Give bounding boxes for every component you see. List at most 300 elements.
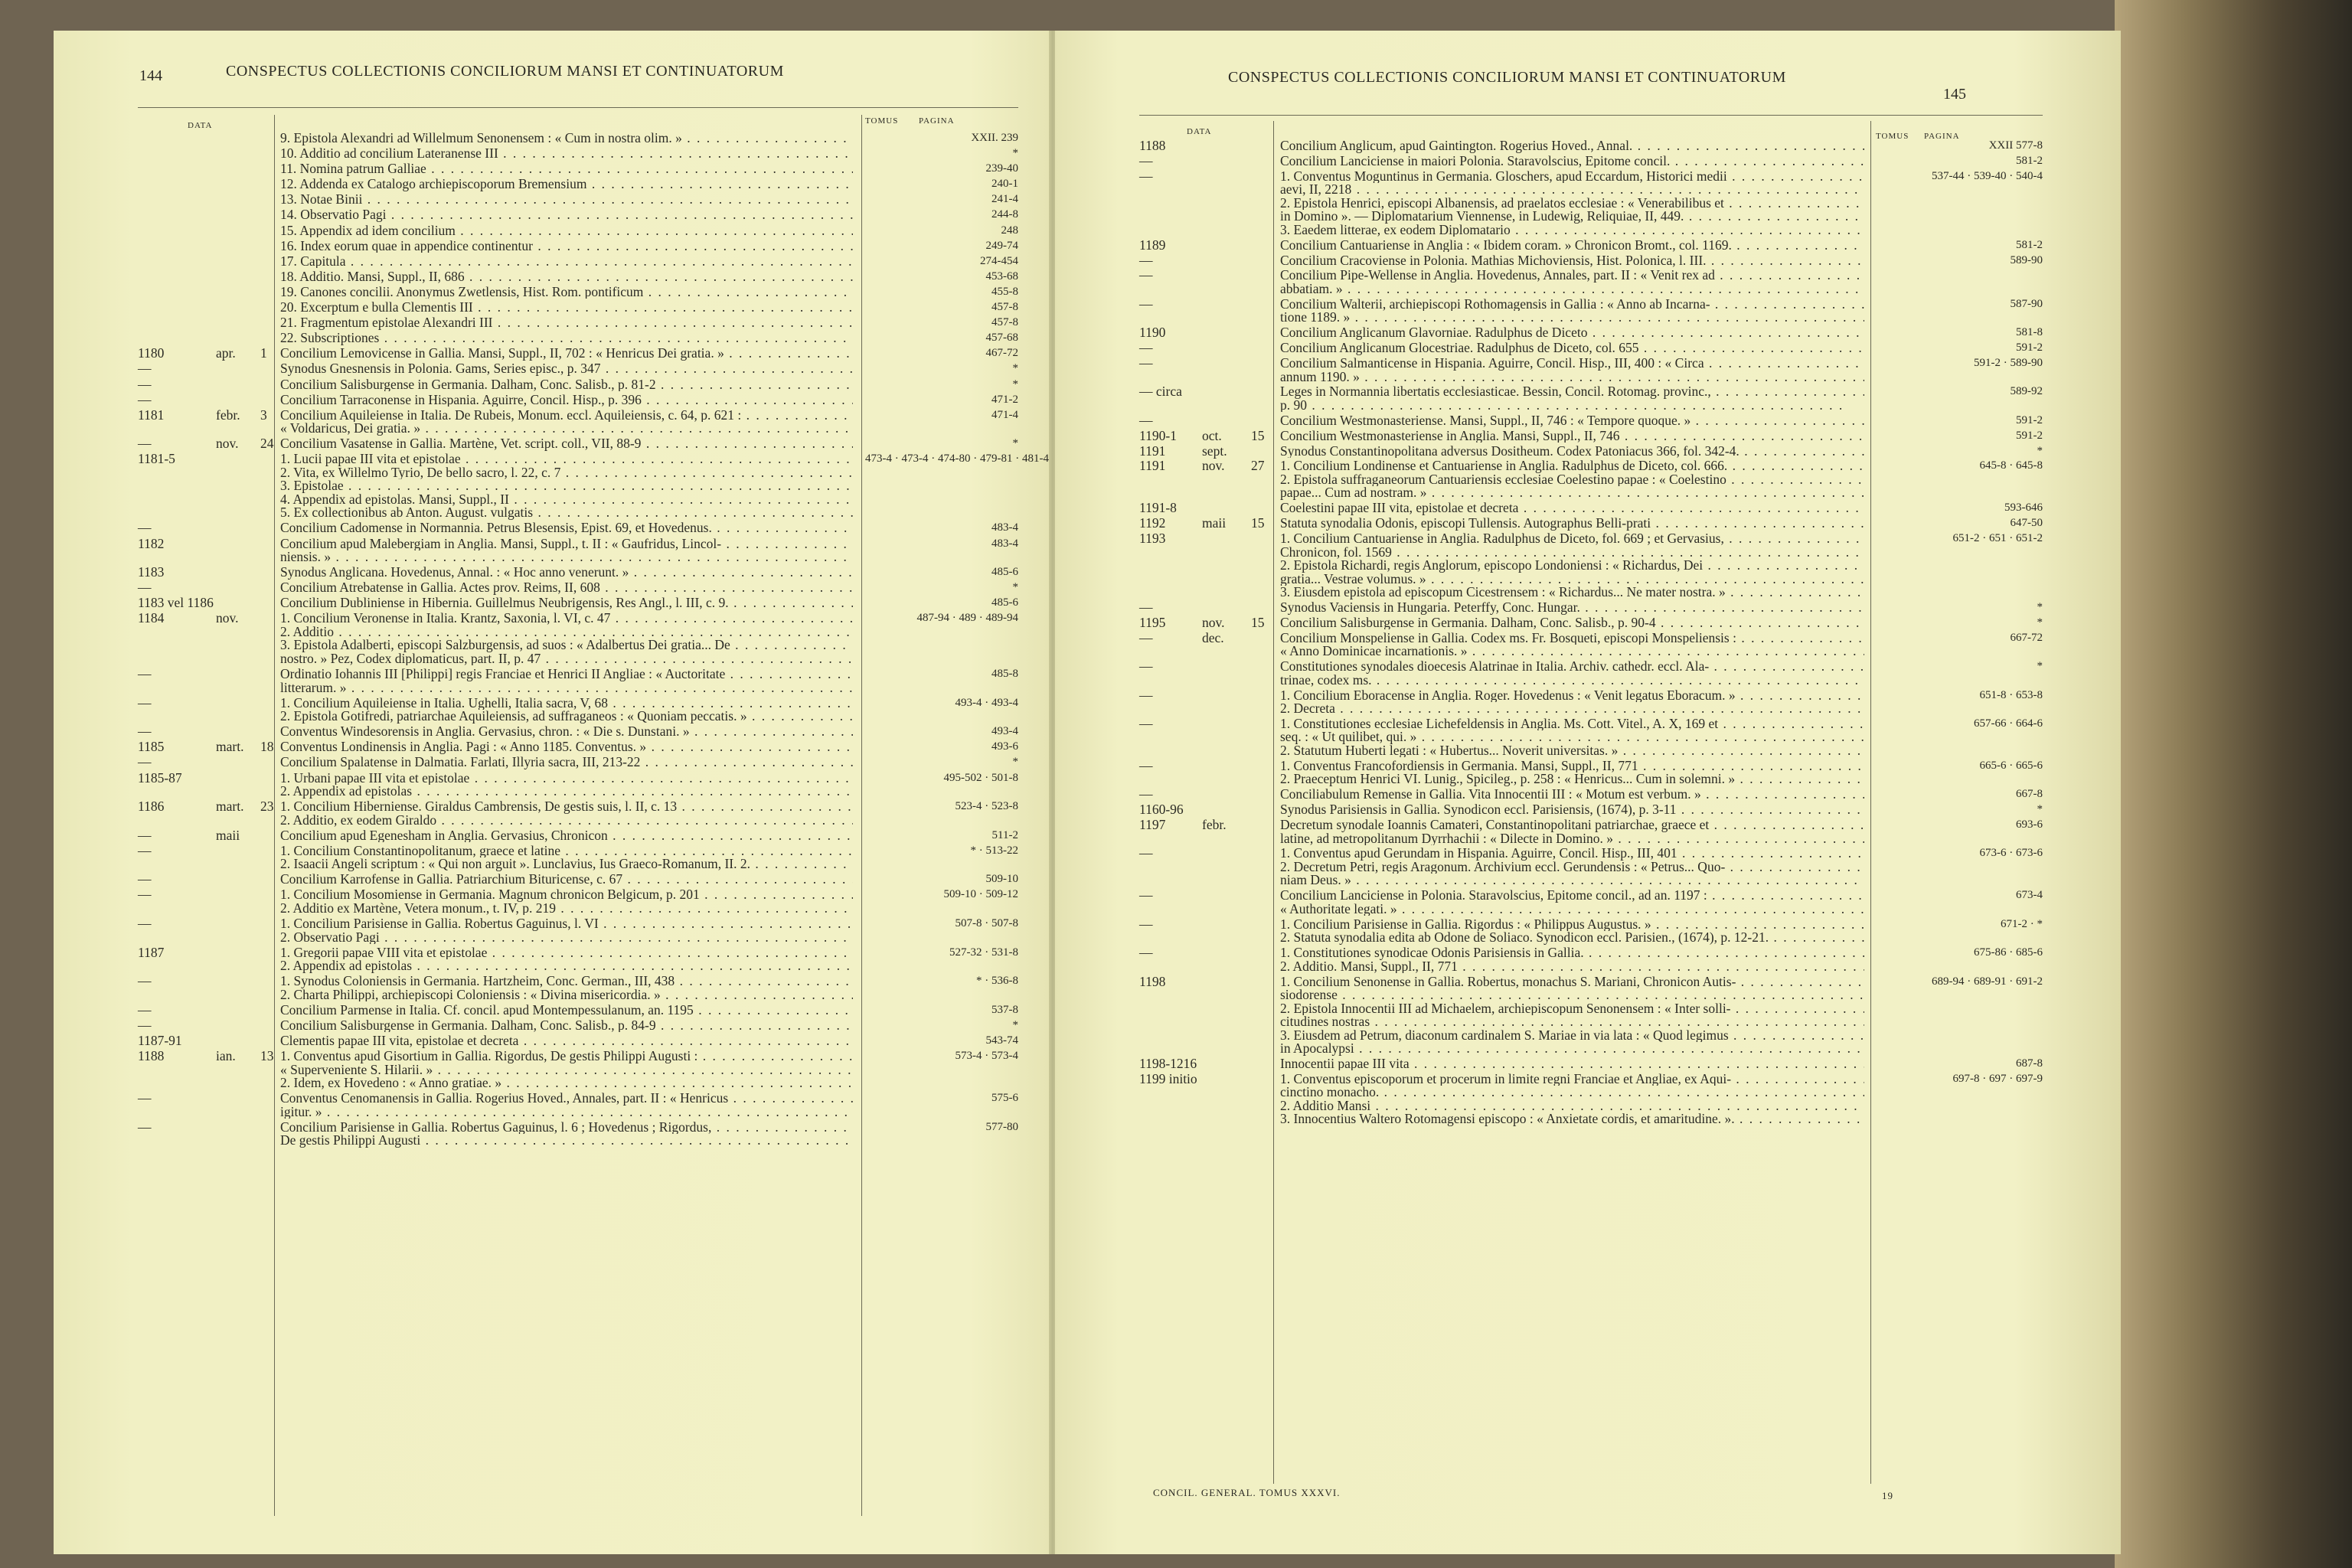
entry-day: 3 [260,407,267,423]
entry-line: 2. Appendix ad epistolas . . . [280,959,853,973]
entry-row [1139,847,2043,889]
entry-reference: 455-8 [991,285,1018,298]
entry-reference: * [1012,362,1018,375]
entry-month: sept. [1202,443,1227,459]
entry-line: tione 1189. » . . . [1280,311,1864,325]
entry-line: Concilium Anglicum, apud Gaintington. Rogerius Hoved., Annal. . . . [1280,139,1864,153]
entry-month: nov. [216,610,239,626]
entry-reference: 581-2 [2016,238,2043,251]
entry-line: 3. Epistola Adalberti, episcopi Salzburgensis, ad suos : « Adalbertus Dei gratia... De . . . [280,639,853,652]
entry-row [138,316,1018,332]
entry-date: — [1139,168,1153,184]
entry-line: 9. Epistola Alexandri ad Willelmum Senonensem : « Cum in nostra olim. » . . . [280,132,853,145]
left-page [54,31,1049,1554]
entry-text [280,332,853,345]
entry-text [280,240,853,253]
entry-line: 3. Eiusdem ad Petrum, diaconum cardinalem S. Mariae in via lata : « Quod legimus . . . [1280,1029,1864,1043]
entry-line: siodorense . . . [1280,988,1864,1002]
entry-date: 1185-87 [138,769,182,786]
entry-text [280,224,853,238]
entry-row [1139,889,2043,917]
entry-date: 1199 initio [1139,1070,1197,1086]
entry-reference: XXII. 239 [971,132,1018,144]
entry-reference: 591-2 [2016,429,2043,442]
entry-row [138,378,1018,394]
entry-line: Conciliabulum Remense in Gallia. Vita Innocentii III : « Motum est verbum. » . . . [1280,788,1864,802]
entry-line: 22. Subscriptiones . . . [280,332,853,345]
entry-reference: 645-8 · 645-8 [1979,459,2043,472]
entry-date: 1184 [138,610,165,626]
entry-line: 1. Constitutiones synodicae Odonis Parisiensis in Gallia. . . . [1280,946,1864,960]
entry-text [280,946,853,973]
entry-line: Concilium Salisburgense in Germania. Dalham, Conc. Salisb., p. 81-2 . . . [280,378,853,392]
entry-row [1139,239,2043,254]
entry-row [1139,326,2043,341]
entry-row [1139,139,2043,155]
entry-line: Concilium Cantuariense in Anglia : « Ibidem coram. » Chronicon Bromt., col. 1169. . . . [1280,239,1864,253]
entry-text [1280,298,1864,325]
entry-text [280,521,853,535]
entry-reference: 675-86 · 685-6 [1974,946,2043,959]
entry-date: — [1139,267,1153,283]
entry-line: Concilium Lemovicense in Gallia. Mansi, Suppl., II, 702 : « Henricus Dei gratia. » . . . [280,347,853,361]
entry-text [1280,918,1864,945]
entry-line: 1. Conventus Francofordiensis in Germania. Mansi, Suppl., II, 771 . . . [1280,760,1864,773]
entry-row [138,612,1018,668]
entry-row [1139,788,2043,803]
entry-row [1139,616,2043,632]
entry-date: 1191 [1139,458,1166,474]
entry-row [138,800,1018,829]
page-number-right: 145 [1943,86,1966,103]
entry-text [280,1034,853,1048]
entry-row [138,596,1018,612]
entry-line: Conventus Cenomanensis in Gallia. Rogerius Hoved., Annales, part. II : « Henricus . . . [280,1092,853,1106]
entry-text [280,394,853,407]
entry-row [138,694,1018,726]
entry-text [1280,717,1864,758]
entry-line: 2. Praeceptum Henrici VI. Lunig., Spicileg., p. 258 : « Henricus... Cum in solemni. » . . . [1280,773,1864,786]
entry-line: 2. Epistola Richardi, regis Anglorum, episcopo Londoniensi : « Richardus, Dei . . . [1280,559,1864,573]
entry-month: mart. [216,739,244,755]
entry-line: seq. : « Ut quilibet, qui. » . . . [1280,730,1864,744]
entry-row [138,769,1018,801]
entry-reference: 693-6 [2016,818,2043,831]
entry-date: 1186 [138,799,165,815]
entry-text [280,286,853,299]
entry-row [1139,660,2043,688]
entry-date: 1188 [1139,138,1166,153]
entry-line: papae... Cum ad nostram. » . . . [1280,486,1864,500]
entry-text [280,347,853,361]
entry-text [1280,532,1864,599]
entry-line: Concilium Pipe-Wellense in Anglia. Hovedenus, Annales, part. II : « Venit rex ad . . . [1280,269,1864,283]
entry-line: 2. Statutum Huberti legati : « Hubertus... Noverit universitas. » . . . [1280,744,1864,758]
entry-line: Innocentii papae III vita . . . [1280,1057,1864,1071]
entry-reference: * [1012,437,1018,450]
entry-text [1280,616,1864,630]
entry-line: Leges in Normannia libertatis ecclesiasticae. Bessin, Concil. Rotomag. provinc., . . . [1280,385,1864,399]
entry-text [280,1019,853,1033]
entry-row [138,1121,1018,1150]
entry-text [1280,975,1864,1056]
entry-line: 4. Appendix ad epistolas. Mansi, Suppl., II . . . [280,493,853,507]
running-head-left: CONSPECTUS COLLECTIONIS CONCILIORUM MANSI ET CONTINUATORUM [226,63,784,80]
entry-line: 2. Epistola Gotifredi, patriarchae Aquileiensis, ad suffraganeos : « Quoniam peccatis. » . . . [280,710,853,724]
entry-date: 1198-1216 [1139,1055,1197,1071]
entry-line: 17. Capitula . . . [280,255,853,269]
entry-line: 3. Innocentius Waltero Rotomagensi episcopo : « Anxietate cordis, et amaritudine. ». . . . [1280,1112,1864,1126]
entry-row [138,224,1018,240]
entry-date: 1183 vel 1186 [138,595,214,611]
entry-day: 24 [260,436,274,452]
entry-line: Ordinatio Iohannis III [Philippi] regis Franciae et Henrici II Angliae : « Auctoritate . . . [280,668,853,681]
entry-text [1280,1073,1864,1126]
entry-row [138,409,1018,438]
entry-row [1139,269,2043,297]
entry-reference: 575-6 [991,1092,1018,1105]
entry-line: 1. Lucii papae III vita et epistolae . . . [280,452,853,466]
entry-row [1139,341,2043,357]
entry-row [138,270,1018,286]
entry-day: 27 [1251,458,1265,474]
entry-text [1280,689,1864,716]
entry-text [280,844,853,871]
entry-reference: 493-4 · 493-4 [955,696,1018,709]
running-head-right: CONSPECTUS COLLECTIONIS CONCILIORUM MANSI ET CONTINUATORUM [1228,69,1786,86]
entry-text [1280,254,1864,268]
entry-line: Concilium Parisiense in Gallia. Robertus Gaguinus, l. 6 ; Hovedenus ; Rigordus, . . . [280,1121,853,1135]
entry-line: 2. Decretum Petri, regis Aragonum. Archivium eccl. Gerundensis : « Petrus... Quo- . . . [1280,861,1864,874]
entry-date: 1181 [138,407,165,423]
entry-date: 1187-91 [138,1033,182,1049]
entry-row [138,873,1018,888]
entry-line: Concilium Anglicanum Glocestriae. Radulphus de Diceto, col. 655 . . . [1280,341,1864,355]
entry-reference: 248 [1001,224,1018,237]
entry-text [280,1121,853,1148]
entry-line: Concilium Atrebatense in Gallia. Actes prov. Reims, II, 608 . . . [280,581,853,595]
entry-reference: 697-8 · 697 · 697-9 [1952,1072,2043,1085]
entry-text [1280,139,1864,153]
entry-row [1139,414,2043,430]
entry-date: — [1139,355,1153,371]
entry-day: 13 [260,1048,274,1064]
entry-reference: 483-4 [991,521,1018,534]
entry-reference: 537-44 · 539-40 · 540-4 [1932,169,2043,182]
entry-date: 1180 [138,345,165,361]
entry-line: 1. Concilium Eboracense in Anglia. Roger. Hovedenus : « Venit legatus Eboracum. » . . . [1280,689,1864,703]
entry-reference: 487-94 · 489 · 489-94 [916,612,1018,625]
entries-left [138,132,1049,1149]
entry-row [138,240,1018,255]
entries-right [1139,139,2043,1128]
entry-text [1280,170,1864,237]
entry-reference: 667-8 [2016,788,2043,801]
entry-row [1139,601,2043,616]
entry-reference: * [1012,377,1018,390]
entry-date: 1185 [138,739,165,755]
entry-line: Concilium Monspeliense in Gallia. Codex ms. Fr. Bosqueti, episcopi Monspeliensis : . . . [1280,632,1864,645]
entry-date: 1193 [1139,531,1166,547]
entry-row [138,147,1018,162]
entry-date: 1183 [138,564,165,580]
entry-line: 1. Conventus episcoporum et procerum in limite regni Franciae et Angliae, ex Aqui- . . . [1280,1073,1864,1086]
entry-row [138,162,1018,178]
entry-text [280,255,853,269]
entry-line: Concilium apud Egenesham in Anglia. Gervasius, Chronicon . . . [280,829,853,843]
entry-reference: 457-68 [985,332,1018,345]
entry-text [1280,818,1864,845]
entry-day: 15 [1251,427,1265,443]
entry-text [280,1092,853,1119]
entry-date: — [138,1017,152,1033]
column-header-pagina: PAGINA [919,116,955,126]
entry-line: 3. Eiusdem epistola ad episcopum Cicestrensem : « Richardus... Ne mater nostra. » . . . [1280,586,1864,599]
entry-day: 1 [260,345,267,361]
entry-line: 2. Isaacii Angeli scriptum : « Qui non arguit ». Lunclavius, Ius Graeco-Romanum, II. 2. . . . [280,858,853,871]
entry-row [138,917,1018,946]
entry-reference: * [2037,444,2043,457]
entry-row [1139,501,2043,517]
entry-line: 20. Excerptum e bulla Clementis III . . . [280,301,853,315]
entry-date: — [138,827,152,843]
entry-text [1280,788,1864,802]
entry-line: 2. Additio . . . [280,626,853,639]
entry-reference: 647-50 [2010,517,2043,530]
entry-line: Concilium Cracoviense in Polonia. Mathias Michoviensis, Hist. Polonica, l. III. . . . [1280,254,1864,268]
entry-date: 1198 [1139,973,1166,989]
entry-line: 21. Fragmentum epistolae Alexandri III . . . [280,316,853,330]
entry-date: — [138,520,152,536]
entry-line: 3. Epistolae . . . [280,479,853,493]
entry-month: nov. [216,436,239,452]
entry-line: Synodus Gnesnensis in Polonia. Gams, Series episc., p. 347 . . . [280,362,853,376]
entry-text [280,772,853,799]
entry-reference: 587-90 [2010,297,2043,310]
entry-text [1280,414,1864,428]
entry-line: Concilium Salisburgense in Germania. Dalham, Conc. Salisb., p. 90-4 . . . [1280,616,1864,630]
entry-line: 1. Constitutiones ecclesiae Lichefeldensis in Anglia. Ms. Cott. Vitel., A. X, 169 et . . . [1280,717,1864,731]
entry-line: Synodus Vaciensis in Hungaria. Peterffy, Conc. Hungar. . . . [1280,601,1864,615]
entry-line: 1. Concilium Veronense in Italia. Krantz, Saxonia, l. VI, c. 47 . . . [280,612,853,626]
entry-line: 1. Gregorii papae VIII vita et epistolae . . . [280,946,853,960]
entry-row [1139,298,2043,326]
entry-text [280,873,853,887]
entry-row [1139,975,2043,1057]
entry-text [280,362,853,376]
entry-text [1280,660,1864,687]
entry-reference: 457-8 [991,301,1018,314]
entry-row [138,255,1018,270]
entry-date: — [138,436,152,452]
entry-reference: 244-8 [991,208,1018,221]
entry-line: Concilium Cadomense in Normannia. Petrus Blesensis, Epist. 69, et Hovedenus. . . . [280,521,853,535]
entry-line: Synodus Parisiensis in Gallia. Synodicon eccl. Parisiensis, (1674), p. 3-11 . . . [1280,803,1864,817]
entry-reference: 591-2 [2016,341,2043,354]
entry-row [1139,427,2043,445]
entry-row [138,132,1018,147]
entry-line: in Domino ». — Diplomatarium Viennense, in Ludewig, Reliquiae, II, 449. . . . [1280,210,1864,224]
column-header-pagina: PAGINA [1924,132,1960,141]
entry-line: 2. Epistola Innocentii III ad Michaelem, archiepiscopum Senonensem : « Inter solli- . . . [1280,1002,1864,1016]
entry-text [280,208,853,222]
entry-date: — [138,1119,152,1135]
entry-line: Conventus Windesorensis in Anglia. Gervasius, chron. : « Die s. Dunstani. » . . . [280,725,853,739]
entry-reference: 523-4 · 523-8 [955,800,1018,813]
entry-reference: * [2037,660,2043,673]
entry-line: Decretum synodale Ioannis Camateri, Constantinopolitani patriarchae, graece et . . . [1280,818,1864,832]
entry-line: Clementis papae III vita, epistolae et decreta . . . [280,1034,853,1048]
entry-reference: 507-8 · 507-8 [955,917,1018,930]
entry-month: mart. [216,799,244,815]
entry-row [138,581,1018,596]
entry-reference: 453-68 [985,270,1018,283]
entry-reference: 543-74 [985,1034,1018,1047]
entry-text [1280,385,1864,412]
entry-row [1139,803,2043,818]
entry-line: 1. Concilium Londinense et Cantuariense in Anglia. Radulphus de Diceto, col. 666. . . . [1280,459,1864,473]
entry-date: — [1139,340,1153,356]
entry-line: citudines nostras . . . [1280,1015,1864,1029]
entry-date: — [138,1090,152,1106]
entry-line: Coelestini papae III vita, epistolae et decreta . . . [1280,501,1864,515]
entry-date: — [138,973,152,989]
entry-reference: 591-2 · 589-90 [1974,357,2043,370]
entry-reference: 591-2 [2016,413,2043,426]
entry-date: 1181-5 [138,451,175,467]
entry-reference: 581-8 [2016,326,2043,339]
entry-text [280,975,853,1001]
entry-line: nostro. » Pez, Codex diplomaticus, part. II, p. 47 . . . [280,652,853,666]
entry-reference: * · 536-8 [976,975,1018,988]
entry-text [280,697,853,724]
entry-line: 1. Concilium Hiberniense. Giraldus Cambrensis, De gestis suis, l. II, c. 13 . . . [280,800,853,814]
entry-reference: 493-6 [991,740,1018,753]
entry-text [1280,326,1864,340]
entry-text [280,178,853,191]
entry-row [1139,818,2043,847]
entry-line: 2. Decreta . . . [1280,702,1864,716]
entry-text [280,612,853,665]
entry-date: 1160-96 [1139,802,1184,818]
entry-reference: * [1012,756,1018,769]
right-page [1055,31,2121,1554]
entry-text [280,1004,853,1018]
entry-reference: 509-10 [985,873,1018,886]
entry-row [1139,152,2043,170]
entry-line: 12. Addenda ex Catalogo archiepiscoporum Bremensium . . . [280,178,853,191]
entry-line: aevi, II, 2218 . . . [1280,183,1864,197]
entry-line: Concilium Salisburgense in Germania. Dalham, Conc. Salisb., p. 84-9 . . . [280,1019,853,1033]
entry-line: 2. Additio ex Martène, Vetera monum., t. IV, p. 219 . . . [280,902,853,916]
entry-text [1280,430,1864,443]
entry-text [280,1050,853,1090]
entry-line: Concilium Aquileiense in Italia. De Rubeis, Monum. eccl. Aquileiensis, c. 64, p. 621 : . . . [280,409,853,423]
entry-line: Concilium Karrofense in Gallia. Patriarchium Bituricense, c. 67 . . . [280,873,853,887]
entry-reference: * [2037,616,2043,629]
entry-date: — [138,724,152,740]
entry-date: — [1139,757,1153,773]
entry-reference: * [1012,581,1018,594]
header-rule [1139,115,2043,116]
entry-date: — [1139,786,1153,802]
entry-date: — [138,361,152,377]
entry-line: 2. Additio, ex eodem Giraldo . . . [280,814,853,828]
entry-reference: 667-72 [2010,631,2043,644]
entry-text [280,917,853,944]
entry-month: nov. [1202,614,1225,630]
entry-text [1280,517,1864,531]
entry-row [138,946,1018,975]
entry-text [1280,847,1864,887]
entry-line: 2. Additio. Mansi, Suppl., II, 771 . . . [1280,960,1864,974]
entry-reference: 581-2 [2016,154,2043,167]
entry-text [1280,803,1864,817]
entry-reference: 485-6 [991,566,1018,579]
entry-line: « Authoritate legati. » . . . [1280,903,1864,916]
entry-row [1139,717,2043,760]
entry-line: p. 90 . . . [1280,399,1864,413]
entry-reference: 671-2 · * [2001,917,2043,930]
entry-text [280,725,853,739]
entry-line: gratia... Vestrae volumus. » . . . [1280,573,1864,586]
entry-line: Concilium Dubliniense in Hibernia. Guillelmus Neubrigensis, Res Angl., l. III, c. 9. . . . [280,596,853,610]
page-footer: CONCIL. GENERAL. TOMUS XXXVI. [1153,1487,1341,1498]
entry-reference: 657-66 · 664-6 [1974,717,2043,730]
entry-line: 3. Eaedem litterae, ex eodem Diplomatario . . . [1280,224,1864,237]
entry-month: febr. [216,407,240,423]
entry-row [138,362,1018,377]
entry-row [138,668,1018,697]
entry-line: Concilium Lanciciense in Polonia. Staravolscius, Epitome concil., ad an. 1197 : . . . [1280,889,1864,903]
entry-date: — [138,694,152,710]
entry-date: — [1139,252,1153,268]
entry-line: Concilium Spalatense in Dalmatia. Farlati, Illyria sacra, III, 213-22 . . . [280,756,853,769]
entry-reference: 473-4 · 473-4 · 474-80 · 479-81 · 481-4 [865,452,1049,466]
entry-line: Concilium Parmense in Italia. Cf. concil. apud Montempessulanum, an. 1195 . . . [280,1004,853,1018]
entry-reference: * [1012,147,1018,160]
entry-reference: 651-2 · 651 · 651-2 [1952,532,2043,545]
entry-row [138,888,1018,917]
entry-text [280,409,853,436]
entry-reference: 485-8 [991,668,1018,681]
entry-line: Concilium Lanciciense in maiori Polonia. Staravolscius, Epitome concil. . . . [1280,155,1864,168]
entry-row [1139,517,2043,532]
entry-date: — [1139,412,1153,428]
entry-text [280,668,853,694]
entry-reference: 483-4 [991,537,1018,550]
column-header-tomus: TOMUS [1876,132,1909,141]
entry-reference: 577-80 [985,1120,1018,1133]
entry-reference: 651-8 · 653-8 [1979,688,2043,701]
entry-text [280,537,853,564]
entry-row [138,286,1018,301]
entry-reference: * [1012,1018,1018,1031]
entry-date: — [138,666,152,682]
entry-date: — [1139,658,1153,675]
entry-row [138,391,1018,409]
entry-line: 1. Conventus Moguntinus in Germania. Gloschers, apud Eccardum, Historici medii . . . [1280,170,1864,184]
entry-reference: 589-92 [2010,385,2043,398]
entry-row [138,740,1018,756]
entry-reference: XXII 577-8 [1988,139,2043,152]
entry-row [1139,689,2043,717]
entry-line: « Anno Dominicae incarnationis. » . . . [1280,645,1864,658]
entry-line: annum 1190. » . . . [1280,371,1864,384]
entry-line: Concilium Walterii, archiepiscopi Rothomagensis in Gallia : « Anno ab Incarna- . . . [1280,298,1864,312]
entry-text [280,740,853,754]
entry-reference: 471-4 [991,408,1018,421]
